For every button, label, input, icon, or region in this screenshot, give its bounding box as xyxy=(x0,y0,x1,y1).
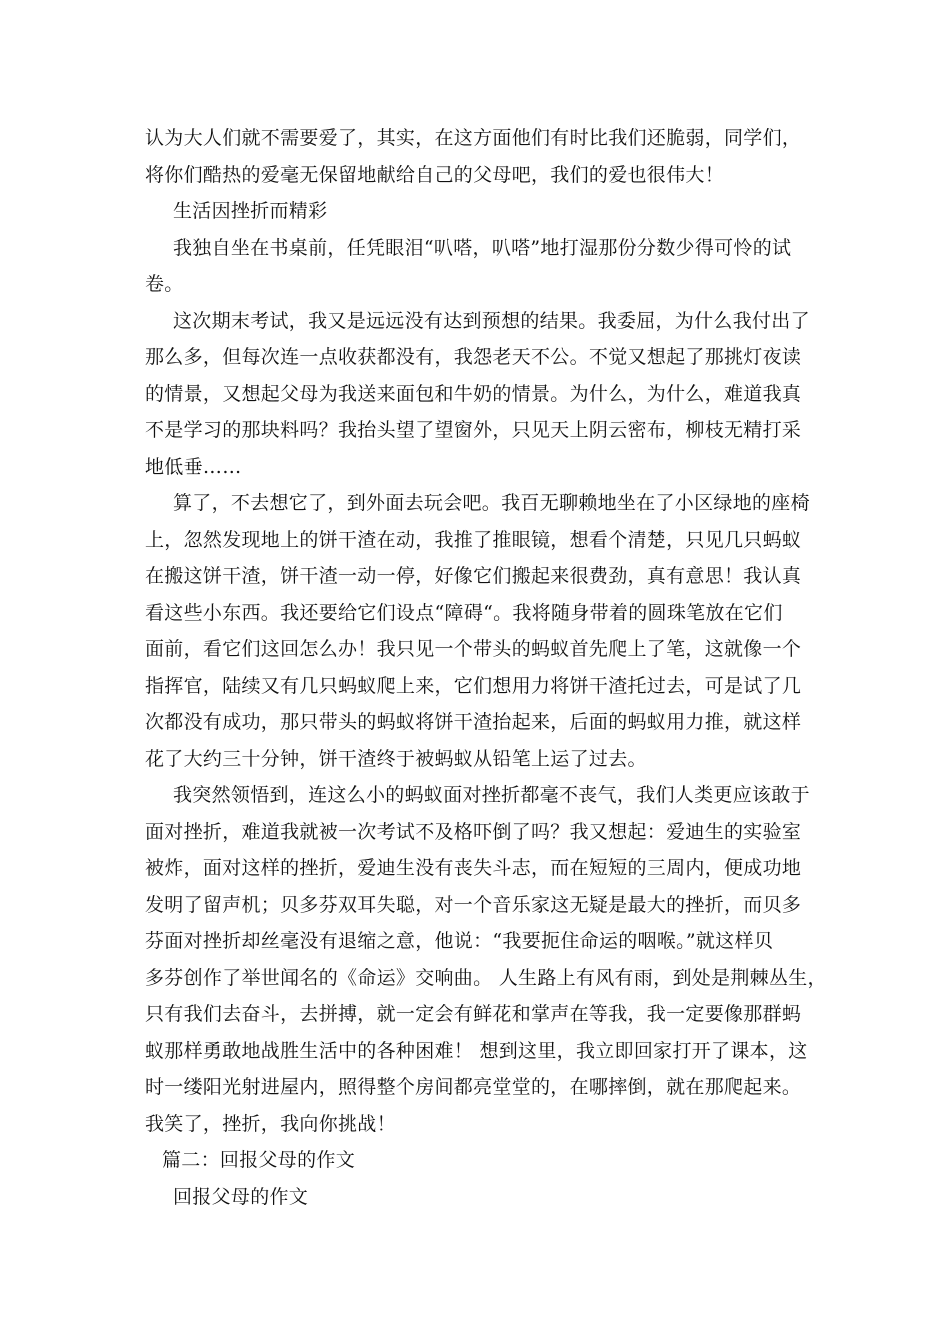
body-line: 的情景，又想起父母为我送来面包和牛奶的情景。为什么，为什么，难道我真 xyxy=(145,383,802,405)
body-line: 只有我们去奋斗，去拼搏，就一定会有鲜花和掌声在等我，我一定要像那群蚂 xyxy=(145,1003,802,1025)
body-line: 蚁那样勇敢地战胜生活中的各种困难！ 想到这里，我立即回家打开了课本，这 xyxy=(145,1040,808,1062)
body-line: 发明了留声机；贝多芬双耳失聪，对一个音乐家这无疑是最大的挫折，而贝多 xyxy=(145,894,802,916)
body-line: 我笑了，挫折，我向你挑战！ xyxy=(145,1113,396,1135)
body-line: 我独自坐在书桌前，任凭眼泪“叭嗒，叭嗒”地打湿那份分数少得可怜的试 xyxy=(173,237,792,259)
body-line: 算了，不去想它了，到外面去玩会吧。我百无聊赖地坐在了小区绿地的座椅 xyxy=(173,492,810,514)
body-line: 面前，看它们这回怎么办！我只见一个带头的蚂蚁首先爬上了笔，这就像一个 xyxy=(145,638,802,660)
body-line: 看这些小东西。我还要给它们设点“障碍“。我将随身带着的圆珠笔放在它们 xyxy=(145,602,783,624)
body-line: 指挥官，陆续又有几只蚂蚁爬上来，它们想用力将饼干渣托过去，可是试了几 xyxy=(145,675,802,697)
chapter-subtitle: 回报父母的作文 xyxy=(173,1186,309,1208)
body-line: 不是学习的那块料吗？我抬头望了望窗外，只见天上阴云密布，柳枝无精打采 xyxy=(145,419,802,441)
body-line: 花了大约三十分钟，饼干渣终于被蚂蚁从铅笔上运了过去。 xyxy=(145,748,647,770)
body-line: 多芬创作了举世闻名的《命运》交响曲。 人生路上有风有雨，到处是荆棘丛生， xyxy=(145,967,827,989)
body-line: 这次期末考试，我又是远远没有达到预想的结果。我委屈，为什么我付出了 xyxy=(173,310,810,332)
chapter-heading: 篇二：回报父母的作文 xyxy=(162,1149,356,1171)
body-line: 面对挫折，难道我就被一次考试不及格吓倒了吗？我又想起：爱迪生的实验室 xyxy=(145,821,802,843)
section-heading: 生活因挫折而精彩 xyxy=(173,200,328,222)
body-line: 上，忽然发现地上的饼干渣在动，我推了推眼镜，想看个清楚，只见几只蚂蚁 xyxy=(145,529,802,551)
body-line: 将你们酷热的爱毫无保留地献给自己的父母吧，我们的爱也很伟大！ xyxy=(145,164,725,186)
body-line: 地低垂…… xyxy=(145,456,242,478)
body-line: 芬面对挫折却丝毫没有退缩之意，他说：“我要扼住命运的咽喉。”就这样贝 xyxy=(145,930,774,952)
body-line: 我突然领悟到，连这么小的蚂蚁面对挫折都毫不丧气，我们人类更应该敢于 xyxy=(173,784,810,806)
body-line: 时一缕阳光射进屋内，照得整个房间都亮堂堂的，在哪摔倒，就在那爬起来。 xyxy=(145,1076,802,1098)
body-line: 认为大人们就不需要爱了，其实，在这方面他们有时比我们还脆弱，同学们， xyxy=(145,127,802,149)
body-line: 被炸，面对这样的挫折，爱迪生没有丧失斗志，而在短短的三周内，便成功地 xyxy=(145,857,802,879)
body-line: 那么多，但每次连一点收获都没有，我怨老天不公。不觉又想起了那挑灯夜读 xyxy=(145,346,802,368)
body-line: 次都没有成功，那只带头的蚂蚁将饼干渣抬起来，后面的蚂蚁用力推，就这样 xyxy=(145,711,802,733)
body-line: 在搬这饼干渣，饼干渣一动一停，好像它们搬起来很费劲，真有意思！我认真 xyxy=(145,565,802,587)
body-line: 卷。 xyxy=(145,273,184,295)
